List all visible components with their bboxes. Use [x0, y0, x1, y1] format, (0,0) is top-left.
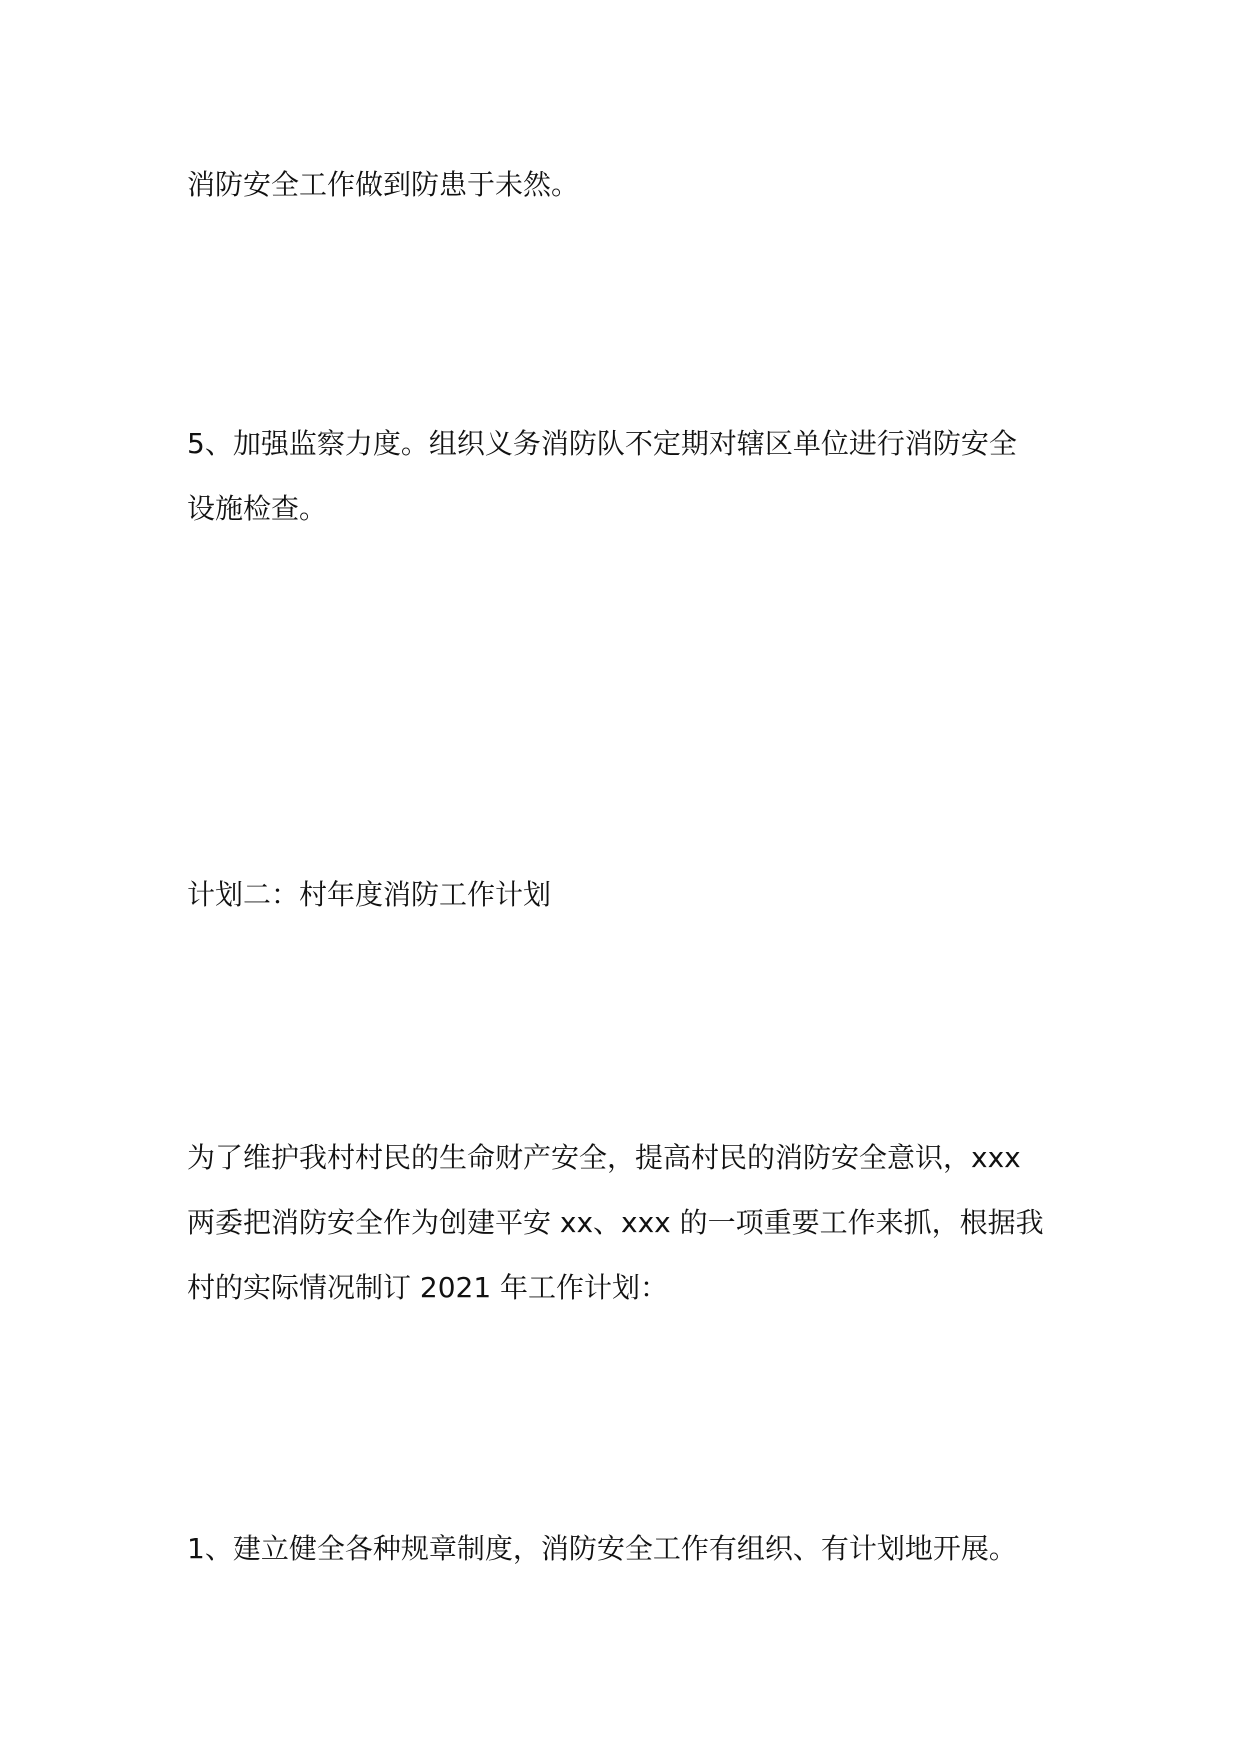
paragraph-item-1-regulations — [187, 1516, 1067, 1581]
paragraph-prevention — [187, 152, 1067, 217]
text-line: 设施检查。 — [187, 492, 328, 525]
text-line: 1、建立健全各种规章制度，消防安全工作有组织、有计划地开展。 — [187, 1532, 1017, 1565]
paragraph-introduction — [187, 1125, 1067, 1320]
text-line: 5、加强监察力度。组织义务消防队不定期对辖区单位进行消防安全 — [187, 427, 1017, 460]
paragraph-item-5-inspection — [187, 411, 1067, 541]
section-heading-plan-two — [187, 862, 1067, 927]
text-line: 为了维护我村村民的生命财产安全，提高村民的消防安全意识，xxx — [187, 1141, 1021, 1174]
text-line: 消防安全工作做到防患于未然。 — [187, 168, 580, 201]
text-line: 村的实际情况制订 2021 年工作计划： — [187, 1271, 669, 1304]
heading-line: 计划二：村年度消防工作计划 — [187, 878, 552, 911]
text-line: 两委把消防安全作为创建平安 xx、xxx 的一项重要工作来抓，根据我 — [187, 1206, 1044, 1239]
